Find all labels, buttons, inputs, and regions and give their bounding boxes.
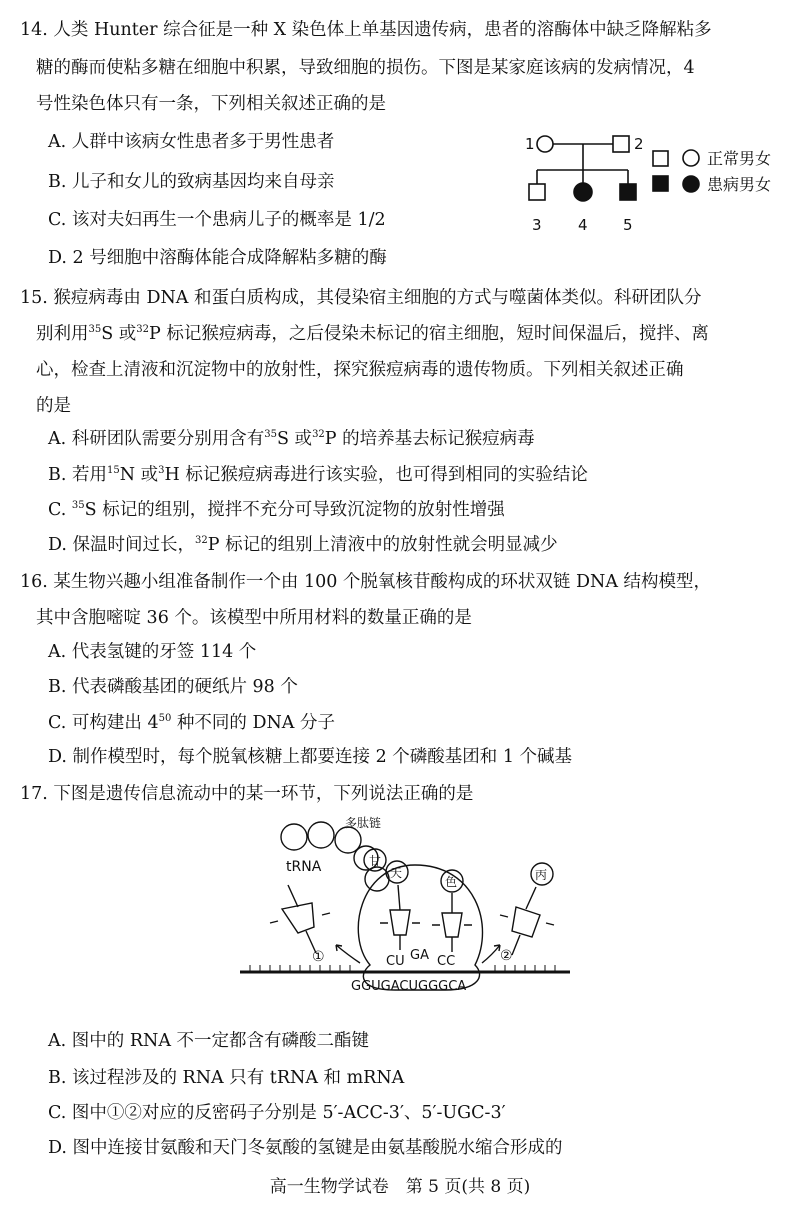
pedigree-individual-4 — [574, 183, 592, 201]
mrna-sequence: GGUGACUGGGCA — [351, 979, 467, 994]
legend-affected-female — [683, 176, 699, 192]
peptide-label: 多肽链 — [345, 816, 382, 830]
q17-stem: 17. 下图是遗传信息流动中的某一环节，下列说法正确的是 — [20, 784, 474, 804]
q14-option-d: D. 2 号细胞中溶酶体能合成降解粘多糖的酶 — [48, 248, 387, 268]
trna-exit-number: ① — [312, 949, 325, 965]
q14-stem-line2: 糖的酶而使粘多糖在细胞中积累，导致细胞的损伤。下图是某家庭该病的发病情况，4 — [36, 58, 695, 78]
q15-option-c: C. $^{35}$S 标记的组别，搅拌不充分可导致沉淀物的放射性增强 — [48, 500, 505, 520]
q16-option-a: A. 代表氢键的牙签 114 个 — [48, 642, 257, 662]
legend-affected-male — [653, 176, 668, 191]
legend-affected-label: 患病男女 — [707, 175, 772, 194]
q16-option-c: C. 可构建出 $4^{50}$ 种不同的 DNA 分子 — [48, 713, 335, 733]
legend-normal-male — [653, 151, 668, 166]
q15-stem-line2: 别利用$^{35}$S 或$^{32}$P 标记猴痘病毒，之后侵染未标记的宿主细胞，短时间保温后，搅拌、离 — [36, 324, 709, 344]
q17-option-a: A. 图中的 RNA 不一定都含有磷酸二酯键 — [48, 1031, 370, 1051]
q15-stem-line4: 的是 — [36, 396, 71, 416]
page-footer: 高一生物学试卷 第 5 页(共 8 页) — [269, 1177, 531, 1197]
pedigree-label-2: 2 — [634, 135, 644, 153]
pedigree-individual-5 — [620, 184, 636, 200]
trna-label: tRNA — [286, 859, 322, 875]
q14-stem-line1: 14. 人类 Hunter 综合征是一种 X 染色体上单基因遗传病，患者的溶酶体中缺乏降解粘多 — [20, 20, 712, 40]
anticodon-1: CU — [386, 954, 405, 969]
pedigree-label-5: 5 — [623, 216, 633, 234]
q17-option-d: D. 图中连接甘氨酸和天门冬氨酸的氢键是由氨基酸脱水缩合形成的 — [48, 1138, 563, 1158]
pedigree-chart — [510, 126, 800, 241]
q15-stem-line1: 15. 猴痘病毒由 DNA 和蛋白质构成，其侵染宿主细胞的方式与噬菌体类似。科研团队分 — [20, 288, 702, 308]
q15-stem-line3: 心，检查上清液和沉淀物中的放射性，探究猴痘病毒的遗传物质。下列相关叙述正确 — [36, 360, 684, 380]
pedigree-label-3: 3 — [532, 216, 542, 234]
legend-normal-label: 正常男女 — [707, 149, 772, 168]
q15-option-d: D. 保温时间过长，$^{32}$P 标记的组别上清液中的放射性就会明显减少 — [48, 535, 558, 555]
pedigree-individual-2 — [613, 136, 629, 152]
q14-option-b: B. 儿子和女儿的致病基因均来自母亲 — [48, 172, 335, 192]
svg-text:甘: 甘 — [369, 854, 382, 868]
q14-option-c: C. 该对夫妇再生一个患病儿子的概率是 1/2 — [48, 210, 386, 230]
anticodon-2: GA — [410, 948, 429, 963]
q16-stem-line1: 16. 某生物兴趣小组准备制作一个由 100 个脱氧核苷酸构成的环状双链 DNA 结构模型， — [20, 572, 712, 592]
legend-normal-female — [683, 150, 699, 166]
pedigree-individual-1 — [537, 136, 553, 152]
q15-option-b: B. 若用$^{15}$N 或$^3$H 标记猴痘病毒进行该实验，也可得到相同的实验结论 — [48, 465, 588, 485]
q17-option-c: C. 图中①②对应的反密码子分别是 5′-ACC-3′、5′-UGC-3′ — [48, 1103, 506, 1123]
q14-stem-line3: 号性染色体只有一条，下列相关叙述正确的是 — [36, 94, 386, 114]
q16-option-b: B. 代表磷酸基团的硬纸片 98 个 — [48, 677, 298, 697]
pedigree-label-1: 1 — [525, 135, 535, 153]
pedigree-individual-3 — [529, 184, 545, 200]
q17-option-b: B. 该过程涉及的 RNA 只有 tRNA 和 mRNA — [48, 1068, 405, 1088]
anticodon-3: CC — [437, 954, 456, 969]
svg-text:天: 天 — [390, 866, 403, 880]
pedigree-label-4: 4 — [578, 216, 588, 234]
q14-option-a: A. 人群中该病女性患者多于男性患者 — [48, 132, 335, 152]
q15-option-a: A. 科研团队需要分别用含有$^{35}$S 或$^{32}$P 的培养基去标记猴痘病毒 — [48, 429, 535, 449]
svg-text:丙: 丙 — [535, 868, 548, 882]
svg-text:色: 色 — [445, 875, 458, 889]
trna-enter-number: ② — [500, 948, 513, 964]
q16-stem-line2: 其中含胞嘧啶 36 个。该模型中所用材料的数量正确的是 — [36, 608, 472, 628]
translation-diagram — [230, 815, 580, 995]
q16-option-d: D. 制作模型时，每个脱氧核糖上都要连接 2 个磷酸基团和 1 个碱基 — [48, 747, 573, 767]
